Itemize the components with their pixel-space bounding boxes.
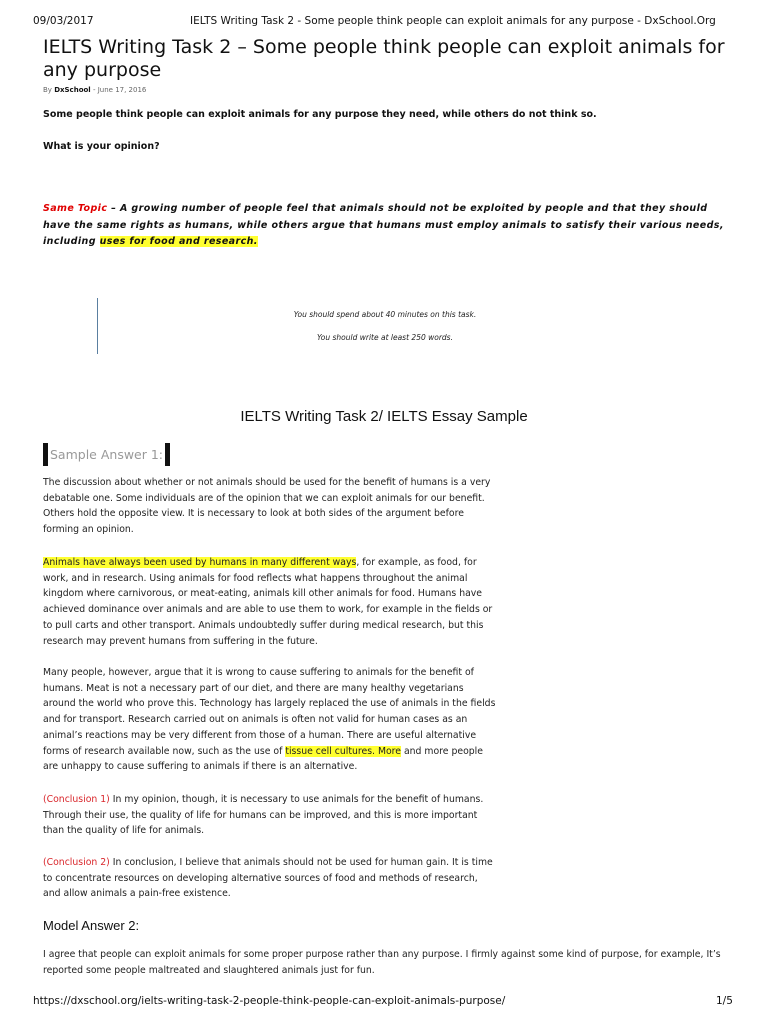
- paragraph-2: [43, 555, 498, 649]
- paragraph-3-highlight: tissue cell cultures. More: [285, 745, 402, 757]
- byline-prefix: By: [43, 86, 52, 94]
- same-topic-highlight: uses for food and research.: [99, 236, 258, 247]
- paragraph-2-text: , for example, as food, for work, and in research. Using animals for food reflects what happens throughout the animal kingdom where carnivorous, or meat-eating, animals kill other animals for food. Humans have achieved dominance over animals and are able to use them to work, for example in the fields or to pull carts and other transport. Animals undoubtedly suffer during medical research, but this research may prevent humans from suffering in the future.: [43, 557, 493, 647]
- byline-separator: -: [92, 86, 96, 94]
- paragraph-3-text: Many people, however, argue that it is wrong to cause suffering to animals for the benefit of humans. Meat is not a necessary part of our diet, and there are many healthy vegetarians around the world who prove this. Technology has largely replaced the use of animals in the fields and for transport. Research carried out on animals is often not valid for human cases as an animal’s reactions may be very different from those of a human. There are useful alternative forms of research available now, such as the use of: [43, 667, 496, 757]
- publish-date: June 17, 2016: [97, 86, 147, 94]
- sample-answer-label: Sample Answer 1:: [43, 443, 170, 466]
- same-topic-paragraph: [43, 201, 733, 251]
- conclusion-1-label: (Conclusion 1): [43, 794, 110, 805]
- question-text: Some people think people can exploit animals for any purpose they need, while others do not think so.: [43, 109, 597, 120]
- essay-heading: IELTS Writing Task 2/ IELTS Essay Sample: [240, 408, 528, 425]
- instruction-words: You should write at least 250 words.: [317, 333, 453, 342]
- model-answer-heading: Model Answer 2:: [43, 918, 140, 933]
- footer-url: https://dxschool.org/ielts-writing-task-2-people-think-people-can-exploit-animals-purpose/: [33, 995, 506, 1007]
- print-date: 09/03/2017: [33, 15, 94, 27]
- paragraph-2-highlight: Animals have always been used by humans in many different ways: [43, 557, 357, 568]
- footer-page-number: 1/5: [716, 995, 733, 1007]
- same-topic-dash: –: [111, 203, 117, 214]
- author-link[interactable]: DxSchool: [54, 86, 91, 94]
- same-topic-label: Same Topic: [43, 203, 108, 214]
- print-page-title: IELTS Writing Task 2 - Some people think people can exploit animals for any purpose - DxSchool.Org: [190, 15, 716, 27]
- paragraph-3-end: and more people are unhappy to cause suffering to animals if there is an alternative.: [43, 745, 483, 773]
- conclusion-2-text: In conclusion, I believe that animals should not be used for human gain. It is time to concentrate resources on developing alternative sources of food and methods of research, and allow animals a pain-free existence.: [43, 857, 493, 900]
- paragraph-1: The discussion about whether or not animals should be used for the benefit of humans is a very debatable one. Some individuals are of the opinion that we can exploit animals for our benefit. Others hold the opposite view. It is necessary to look at both sides of the argument before forming an opinion.: [43, 477, 491, 536]
- byline: [43, 86, 146, 94]
- quote-bar: [97, 298, 98, 354]
- conclusion-1-text: In my opinion, though, it is necessary to use animals for the benefit of humans. Through their use, the quality of life for humans can be improved, and this is more important than the quality of life for animals.: [43, 794, 484, 837]
- conclusion-2: [43, 855, 498, 902]
- conclusion-2-label: (Conclusion 2): [43, 857, 110, 868]
- article-title: IELTS Writing Task 2 – Some people think people can exploit animals for any purpose: [43, 36, 725, 81]
- paragraph-3: [43, 665, 498, 775]
- instruction-time: You should spend about 40 minutes on this task.: [293, 310, 477, 319]
- same-topic-text: A growing number of people feel that animals should not be exploited by people and that they should have the same rights as humans, while others argue that humans must employ animals to satisfy their various needs, including: [43, 203, 724, 247]
- model-answer-paragraph: I agree that people can exploit animals for some proper purpose rather than any purpose. I firmly against some kind of purpose, for example, It’s reported some people maltreated and slaughtered animals just for fun.: [43, 949, 721, 976]
- conclusion-1: [43, 792, 498, 839]
- opinion-prompt: What is your opinion?: [43, 141, 160, 152]
